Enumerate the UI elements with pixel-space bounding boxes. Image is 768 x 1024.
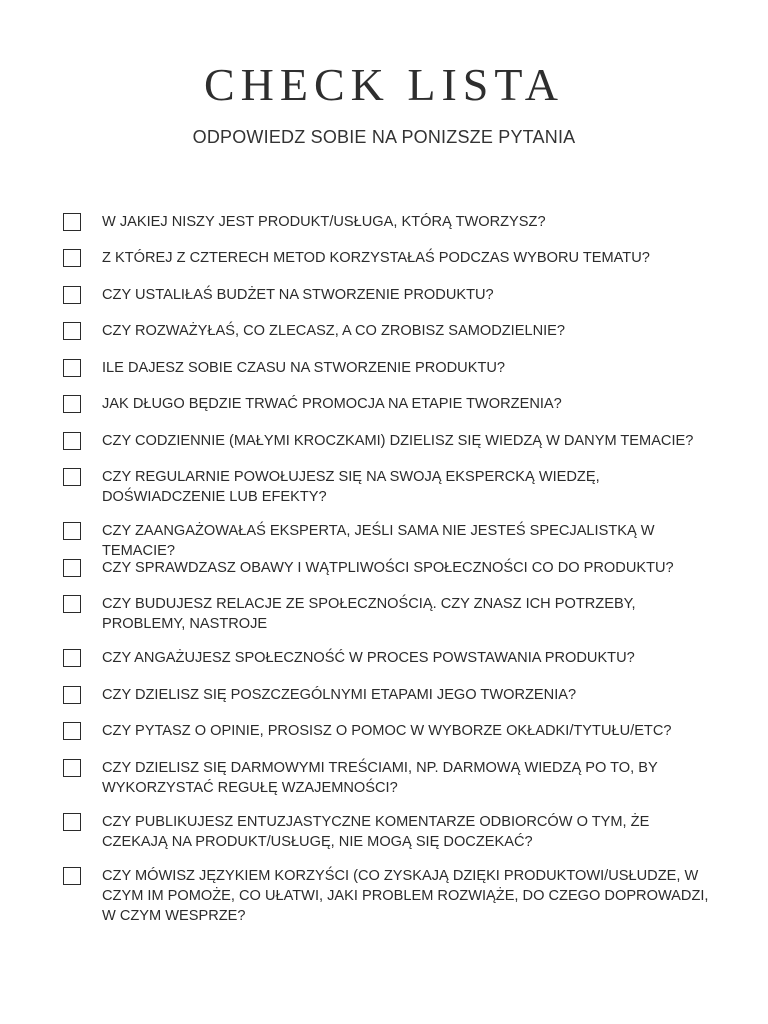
checklist-item — [63, 558, 713, 578]
checklist-item — [63, 321, 713, 341]
checkbox[interactable] — [63, 559, 81, 577]
checklist-item — [63, 685, 713, 705]
checklist-item-label: CZY PYTASZ O OPINIE, PROSISZ O POMOC W WYBORZE OKŁADKI/TYTUŁU/ETC? — [102, 723, 672, 739]
checkbox[interactable] — [63, 867, 81, 885]
checkbox[interactable] — [63, 249, 81, 267]
checklist-item-label: CZY MÓWISZ JĘZYKIEM KORZYŚCI (CO ZYSKAJĄ DZIĘKI PRODUKTOWI/USŁUDZE, W CZYM IM POMOŻE, CO UŁATWI, JAKI PROBLEM ROZWIĄŻE, DO CZEGO DOPROWADZI, W CZYM WESPRZE? — [102, 868, 709, 924]
checklist-item-label: CZY REGULARNIE POWOŁUJESZ SIĘ NA SWOJĄ EKSPERCKĄ WIEDZĘ, DOŚWIADCZENIE LUB EFEKTY? — [102, 469, 600, 505]
checklist-item — [63, 431, 713, 451]
checkbox[interactable] — [63, 813, 81, 831]
checklist-item — [63, 594, 713, 634]
checklist-item — [63, 866, 713, 926]
checklist-item-label: ILE DAJESZ SOBIE CZASU NA STWORZENIE PRODUKTU? — [102, 360, 506, 376]
checkbox[interactable] — [63, 432, 81, 450]
checklist-item-label: JAK DŁUGO BĘDZIE TRWAĆ PROMOCJA NA ETAPIE TWORZENIA? — [102, 396, 562, 412]
checklist-item — [63, 521, 713, 561]
checkbox[interactable] — [63, 759, 81, 777]
checklist-item — [63, 812, 713, 852]
checkbox[interactable] — [63, 395, 81, 413]
checkbox[interactable] — [63, 213, 81, 231]
checklist-item-label: W JAKIEJ NISZY JEST PRODUKT/USŁUGA, KTÓRĄ TWORZYSZ? — [102, 214, 546, 230]
checklist-item — [63, 394, 713, 414]
checklist-item-label: CZY ANGAŻUJESZ SPOŁECZNOŚĆ W PROCES POWSTAWANIA PRODUKTU? — [102, 650, 635, 666]
checkbox[interactable] — [63, 359, 81, 377]
checklist-item-label: CZY DZIELISZ SIĘ POSZCZEGÓLNYMI ETAPAMI JEGO TWORZENIA? — [102, 687, 577, 703]
checklist-item-label: CZY SPRAWDZASZ OBAWY I WĄTPLIWOŚCI SPOŁECZNOŚCI CO DO PRODUKTU? — [102, 560, 674, 576]
checklist-item — [63, 358, 713, 378]
checklist-item — [63, 248, 713, 268]
checklist-item-label: CZY BUDUJESZ RELACJE ZE SPOŁECZNOŚCIĄ. CZY ZNASZ ICH POTRZEBY, PROBLEMY, NASTROJE — [102, 596, 636, 632]
checklist-item-label: Z KTÓREJ Z CZTERECH METOD KORZYSTAŁAŚ PODCZAS WYBORU TEMATU? — [102, 250, 650, 266]
checkbox[interactable] — [63, 686, 81, 704]
checklist-item-label: CZY CODZIENNIE (MAŁYMI KROCZKAMI) DZIELISZ SIĘ WIEDZĄ W DANYM TEMACIE? — [102, 433, 694, 449]
checklist-item — [63, 721, 713, 741]
checklist-item-label: CZY ZAANGAŻOWAŁAŚ EKSPERTA, JEŚLI SAMA NIE JESTEŚ SPECJALISTKĄ W TEMACIE? — [102, 523, 655, 559]
checkbox[interactable] — [63, 322, 81, 340]
checklist-item-label: CZY USTALIŁAŚ BUDŻET NA STWORZENIE PRODUKTU? — [102, 287, 494, 303]
checkbox[interactable] — [63, 522, 81, 540]
checklist-item-label: CZY DZIELISZ SIĘ DARMOWYMI TREŚCIAMI, NP. DARMOWĄ WIEDZĄ PO TO, BY WYKORZYSTAĆ REGUŁĘ WZAJEMNOŚCI? — [102, 760, 658, 796]
checkbox[interactable] — [63, 468, 81, 486]
checklist-item-label: CZY ROZWAŻYŁAŚ, CO ZLECASZ, A CO ZROBISZ SAMODZIELNIE? — [102, 323, 566, 339]
page-title: CHECK LISTA — [203, 59, 565, 110]
checklist-item — [63, 758, 713, 798]
page-subtitle: ODPOWIEDZ SOBIE NA PONIZSZE PYTANIA — [192, 127, 576, 147]
checkbox[interactable] — [63, 595, 81, 613]
checkbox[interactable] — [63, 649, 81, 667]
checkbox[interactable] — [63, 722, 81, 740]
checklist-item — [63, 285, 713, 305]
checkbox[interactable] — [63, 286, 81, 304]
checklist-item — [63, 648, 713, 668]
checklist-item — [63, 212, 713, 232]
checklist-item — [63, 467, 713, 507]
checklist-item-label: CZY PUBLIKUJESZ ENTUZJASTYCZNE KOMENTARZE ODBIORCÓW O TYM, ŻE CZEKAJĄ NA PRODUKT/USŁUGĘ, NIE MOGĄ SIĘ DOCZEKAĆ? — [102, 814, 650, 850]
